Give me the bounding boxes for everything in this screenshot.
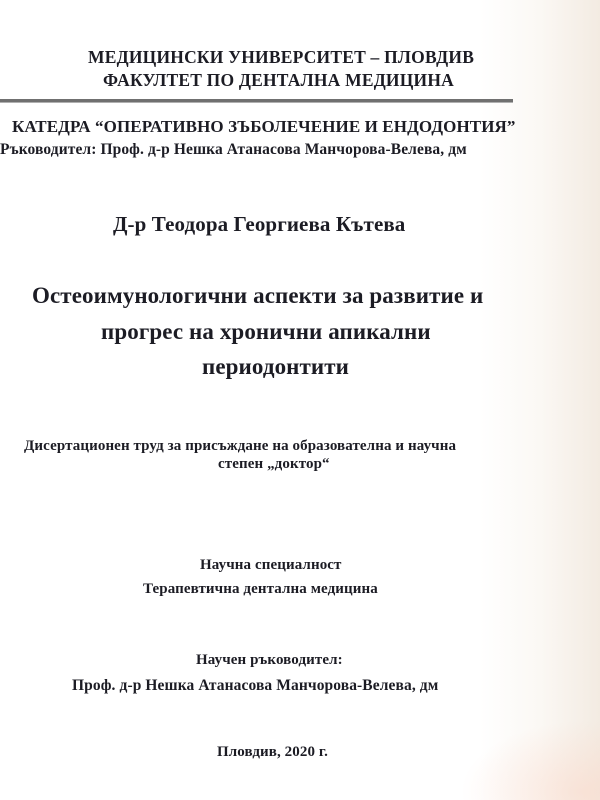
header-divider <box>0 99 513 103</box>
university-name: МЕДИЦИНСКИ УНИВЕРСИТЕТ – ПЛОВДИВ <box>88 47 475 67</box>
dissertation-purpose-line-1: Дисертационен труд за присъждане на образователна и научна <box>24 438 457 454</box>
specialty-label: Научна специалност <box>200 557 342 573</box>
thesis-title-line-3: периодонтити <box>202 354 350 379</box>
specialty-value: Терапевтична дентална медицина <box>143 581 378 597</box>
author-name: Д-р Теодора Георгиева Кътева <box>113 212 406 236</box>
place-and-year: Пловдив, 2020 г. <box>217 744 328 760</box>
department-head: Ръководител: Проф. д-р Нешка Атанасова Манчорова-Велева, дм <box>0 141 467 158</box>
thesis-title-line-1: Остеоимунологични аспекти за развитие и <box>32 283 484 308</box>
supervisor-label: Научен ръководител: <box>196 652 343 668</box>
department-name: КАТЕДРА “ОПЕРАТИВНО ЗЪБОЛЕЧЕНИЕ И ЕНДОДОНТИЯ” <box>12 117 516 136</box>
supervisor-name: Проф. д-р Нешка Атанасова Манчорова-Велева, дм <box>72 677 439 694</box>
faculty-name: ФАКУЛТЕТ ПО ДЕНТАЛНА МЕДИЦИНА <box>103 70 455 90</box>
dissertation-purpose-line-2: степен „доктор“ <box>218 456 330 472</box>
thesis-title-line-2: прогрес на хронични апикални <box>101 319 431 344</box>
scan-artifact <box>460 720 600 800</box>
